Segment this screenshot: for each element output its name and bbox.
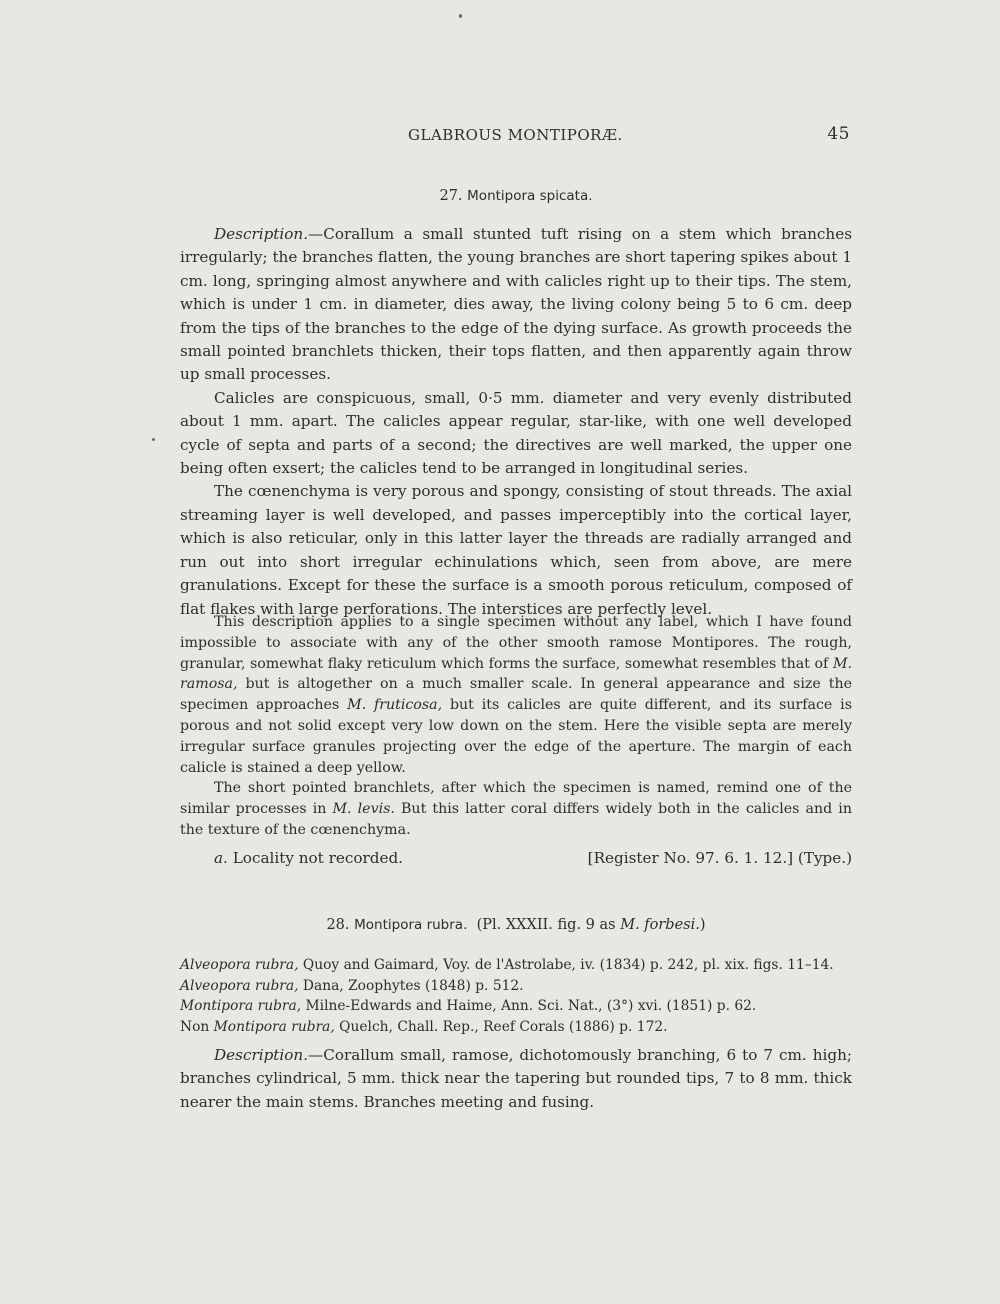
species-reference: M. fruticosa, (347, 697, 443, 714)
synonym-name: Alveopora rubra, (180, 957, 299, 973)
species-27-remarks (180, 612, 852, 841)
species-28-description (180, 1044, 852, 1114)
plate-reference (472, 917, 706, 933)
species-27-description (180, 223, 852, 621)
paragraph-text: But this latter coral differs widely both in the calicles and in the texture of the cœnenchyma. (180, 801, 852, 838)
synonym-reference: Milne-Edwards and Haime, Ann. Sci. Nat., (3°) xvi. (1851) p. 62. (301, 998, 757, 1015)
synonym-entry (180, 955, 852, 976)
synonym-reference: Quelch, Chall. Rep., Reef Corals (1886) p. 172. (334, 1018, 668, 1035)
paragraph (180, 223, 852, 387)
synonym-entry (180, 1017, 852, 1038)
paper-speck (459, 14, 462, 18)
locality-text: Locality not recorded. (227, 849, 404, 867)
synonym-reference: Dana, Zoophytes (1848) p. 512. (298, 977, 524, 994)
synonym-prefix: Non (180, 1018, 214, 1035)
synonymy-list (180, 955, 852, 1037)
species-reference: M. ramosa, (180, 655, 852, 693)
synonym-name: Alveopora rubra, (180, 977, 299, 994)
plate-reference-close: ) (699, 917, 706, 933)
paragraph-text: but is altogether on a much smaller scale. In general appearance and size the specimen approaches (180, 676, 852, 714)
plate-reference-text: (Pl. XXXII. fig. 9 as (476, 917, 621, 933)
paragraph (180, 1044, 852, 1114)
paragraph-text: The short pointed branchlets, after which the specimen is named, remind one of the similar processes in (180, 780, 852, 818)
paragraph-text: —Corallum a small stunted tuft rising on a stem which branches irregularly; the branches flatten, the young branches are short tapering spikes about 1 cm. long, springing almost anywhere and with calicles right up to their tips. The stem, which is under 1 cm. in diameter, dies away, the living colony being 5 to 6 cm. deep from the tips of the branches to the edge of the dying surface. As growth proceeds the small pointed branchlets thicken, their tops flatten, and then apparently again throw up small processes. (180, 225, 852, 384)
description-label: Description. (214, 1046, 309, 1064)
species-heading-28 (180, 917, 852, 933)
synonym-name: Montipora rubra, (213, 1018, 335, 1035)
paragraph (180, 778, 852, 840)
paragraph: Calicles are conspicuous, small, 0·5 mm. diameter and very evenly distributed about 1 mm. apart. The calicles appear regular, star-like, with one well developed cycle of septa and parts of a second; the directives are well marked, the upper one being often exsert; the calicles tend to be arranged in longitudinal series. (180, 388, 852, 478)
paragraph (180, 612, 852, 778)
species-name: Montipora spicata. (467, 188, 593, 204)
paragraph-text: This description applies to a single specimen without any label, which I have found impossible to associate with any of the other smooth ramose Montipores. The rough, granular, somewhat flaky reticulum which forms the surface, somewhat resembles that of (180, 614, 852, 672)
paragraph-text: —Corallum small, ramose, dichotomously branching, 6 to 7 cm. high; branches cylindrical, 5 mm. thick near the tapering but rounded tips, 7 to 8 mm. thick nearer the main stems. Branches meeting and fusing. (180, 1046, 852, 1111)
species-name: Montipora rubra. (354, 917, 468, 933)
paper-speck (152, 438, 155, 441)
running-header (180, 124, 850, 148)
synonym-name: Montipora rubra, (180, 998, 302, 1015)
species-heading-27 (180, 188, 852, 204)
locality (214, 847, 403, 870)
species-reference: M. levis. (332, 801, 395, 818)
synonym-reference: Quoy and Gaimard, Voy. de l'Astrolabe, iv. (1834) p. 242, pl. xix. figs. 11–14. (298, 957, 834, 973)
description-label: Description. (214, 225, 309, 243)
species-number: 28. (326, 917, 350, 933)
paragraph-text: but its calicles are quite different, and its surface is porous and not solid except very low down on the stem. Here the visible septa are merely irregular surface granules projecting over the edge of the aperture. The margin of each calicle is stained a deep yellow. (180, 697, 852, 776)
species-number: 27. (439, 188, 463, 204)
specimen-letter: a. (214, 849, 228, 867)
synonym-entry (180, 996, 852, 1017)
paragraph: The cœnenchyma is very porous and spongy, consisting of stout threads. The axial streaming layer is well developed, and passes imperceptibly into the cortical layer, which is also reticular, only in this latter layer the threads are radially arranged and run out into short irregular echinulations which, seen from above, are mere granulations. Except for these the surface is a smooth porous reticulum, composed of flat flakes with large perforations. The interstices are perfectly level. (180, 482, 852, 618)
running-title: GLABROUS MONTIPORÆ. (408, 126, 623, 144)
register-number: [Register No. 97. 6. 1. 12.] (Type.) (587, 849, 852, 867)
plate-reference-species: M. forbesi. (620, 917, 700, 933)
page-number: 45 (827, 124, 850, 144)
synonym-entry (180, 976, 852, 997)
